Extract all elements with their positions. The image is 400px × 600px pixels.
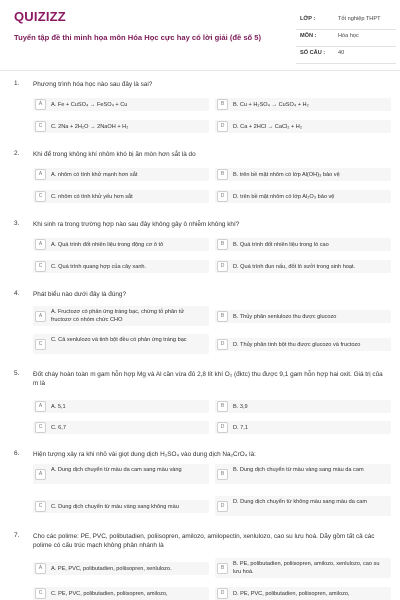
meta-table [296, 13, 396, 64]
option-letter: A [35, 563, 46, 574]
worksheet-title: Tuyển tập đề thi minh họa môn Hóa Học cực hay có lời giải (đề số 5) [14, 33, 262, 42]
meta-value: Tốt nghiệp THPT [338, 16, 381, 22]
meta-row-grade [296, 13, 396, 30]
option-d[interactable] [215, 190, 391, 203]
header-divider [0, 70, 400, 71]
option-a[interactable] [33, 168, 209, 181]
option-text: D. Quá trình đun nấu, đốt lò sưởi trong sinh hoạt. [233, 264, 356, 270]
option-letter: C [35, 261, 46, 272]
option-c[interactable] [33, 260, 209, 273]
worksheet-header [0, 0, 400, 70]
option-text: B. PE, polibutadien, poliisopren, amilozo, xenlulozo, cao su lưu hoá. [233, 561, 380, 575]
option-letter: A [35, 169, 46, 180]
option-letter: A [35, 401, 46, 412]
option-b[interactable] [215, 400, 391, 413]
option-a[interactable] [33, 464, 209, 484]
question-text: Đốt cháy hoàn toàn m gam hỗn hợp Mg và Al cần vừa đủ 2,8 lít khí O₂ (đktc) thu được 9,1 gam hỗn hợp hai oxit. Giá trị của m là [33, 371, 383, 387]
option-letter: B [217, 401, 228, 412]
option-text: C. 2Na + 2H₂O → 2NaOH + H₂ [51, 124, 129, 130]
option-text: C. Dung dịch chuyển từ màu vàng sang không màu [51, 504, 179, 510]
option-letter: C [35, 588, 46, 599]
option-text: A. Fe + CuSO₄ → FeSO₄ + Cu [51, 102, 128, 108]
option-c[interactable] [33, 334, 209, 354]
option-d[interactable] [215, 496, 391, 516]
option-text: D. Ca + 2HCl → CaCl₂ + H₂ [233, 124, 302, 130]
option-c[interactable] [33, 120, 209, 133]
meta-row-question-count [296, 47, 396, 64]
option-a[interactable] [33, 562, 209, 575]
option-a[interactable] [33, 238, 209, 251]
option-text: A. Dung dịch chuyển từ màu da cam sang màu vàng [51, 467, 182, 473]
question-number: 1. [14, 80, 20, 87]
question-text: Phát biểu nào dưới đây là đúng? [33, 291, 127, 298]
option-letter: D [217, 501, 228, 512]
option-b[interactable] [215, 310, 391, 323]
option-text: D. 7,1 [233, 425, 248, 431]
option-text: D. PE, PVC, polibutadien, poliisopren, amilozo, [233, 591, 350, 597]
meta-row-subject [296, 30, 396, 47]
question-number: 3. [14, 220, 20, 227]
option-c[interactable] [33, 587, 209, 600]
option-text: A. Quá trình đốt nhiên liệu trong động cơ ô tô [51, 242, 164, 248]
option-text: D. trên bề mặt nhôm có lớp Al₂O₃ bảo vệ [233, 194, 335, 200]
option-text: A. Fructozơ có phản ứng tráng bạc, chứng tỏ phân tử fructozơ có nhóm chức CHO [51, 309, 185, 323]
option-letter: D [217, 121, 228, 132]
option-letter: A [35, 311, 46, 322]
option-letter: C [35, 422, 46, 433]
option-letter: C [35, 339, 46, 350]
option-letter: B [217, 99, 228, 110]
question-text: Phương trình hóa học nào sau đây là sai? [33, 81, 153, 88]
question-number: 4. [14, 290, 20, 297]
meta-label: SỐ CÂU : [300, 50, 326, 56]
option-letter: D [217, 588, 228, 599]
option-letter: A [35, 469, 46, 480]
option-text: A. nhôm có tính khử mạnh hơn sắt [51, 172, 138, 178]
option-d[interactable] [215, 120, 391, 133]
question-number: 6. [14, 450, 20, 457]
option-d[interactable] [215, 421, 391, 434]
option-letter: B [217, 311, 228, 322]
option-text: C. PE, PVC, polibutadien, poliisopren, amilozo, [51, 591, 168, 597]
option-letter: D [217, 261, 228, 272]
option-letter: D [217, 339, 228, 350]
option-c[interactable] [33, 190, 209, 203]
question-text: Khi để trong không khí nhôm khó bị ăn mòn hơn sắt là do [33, 151, 196, 158]
question-number: 5. [14, 370, 20, 377]
option-text: B. Thủy phân xenlulozo thu được glucozo [233, 314, 337, 320]
option-b[interactable] [215, 98, 391, 111]
option-a[interactable] [33, 400, 209, 413]
option-text: B. Cu + H₂SO₄ → CuSO₄ + H₂ [233, 102, 309, 108]
option-b[interactable] [215, 168, 391, 181]
option-text: B. trên bề mặt nhôm có lớp Al(OH)₃ bảo vệ [233, 172, 340, 178]
option-letter: B [217, 169, 228, 180]
option-text: C. nhôm có tính khử yếu hơn sắt [51, 194, 133, 200]
meta-label: LỚP : [300, 16, 316, 22]
option-d[interactable] [215, 587, 391, 600]
option-text: C. Quá trình quang hợp của cây xanh. [51, 264, 147, 270]
option-text: B. Quá trình đốt nhiên liệu trong lò cao [233, 242, 329, 248]
option-text: C. Cả xenlulozo và tinh bột đều có phản ứng tráng bạc [51, 337, 187, 343]
option-a[interactable] [33, 98, 209, 111]
option-text: D. Dung dịch chuyển từ không màu sang màu da cam [233, 499, 368, 505]
option-text: B. 3,9 [233, 404, 248, 410]
option-b[interactable] [215, 238, 391, 251]
option-text: D. Thủy phân tinh bột thu được glucozo và fructozo [233, 342, 361, 348]
option-letter: D [217, 191, 228, 202]
quizizz-logo: QUIZIZZ [14, 9, 66, 24]
meta-label: MÔN : [300, 33, 317, 39]
option-b[interactable] [215, 464, 391, 484]
option-a[interactable] [33, 306, 209, 326]
option-c[interactable] [33, 421, 209, 434]
option-letter: C [35, 191, 46, 202]
question-text: Khi sinh ra trong trường hợp nào sau đây không gây ô nhiễm không khí? [33, 221, 240, 228]
option-letter: C [35, 121, 46, 132]
option-d[interactable] [215, 338, 391, 351]
option-text: B. Dung dịch chuyển từ màu vàng sang màu da cam [233, 467, 364, 473]
option-d[interactable] [215, 260, 391, 273]
option-letter: B [217, 469, 228, 480]
question-text: Cho các polime: PE, PVC, polibutadien, poliisopren, amilozo, amilopectin, xenlulozo, cao su lưu hoá. Dãy gồm tất cả các polime có cấu trúc mạch không phân nhánh là [33, 533, 375, 549]
question-number: 2. [14, 150, 20, 157]
question-number: 7. [14, 532, 20, 539]
option-letter: A [35, 99, 46, 110]
option-letter: B [217, 563, 228, 574]
option-letter: A [35, 239, 46, 250]
meta-value: 40 [338, 50, 345, 56]
option-text: C. 6,7 [51, 425, 66, 431]
option-letter: B [217, 239, 228, 250]
question-text: Hiện tượng xảy ra khi nhỏ vài giọt dung dịch H₂SO₄ vào dung dịch Na₂CrO₄ là: [33, 451, 256, 458]
option-letter: C [35, 501, 46, 512]
option-letter: D [217, 422, 228, 433]
option-c[interactable] [33, 500, 209, 513]
option-text: A. 5,1 [51, 404, 66, 410]
option-b[interactable] [215, 558, 391, 578]
option-text: A. PE, PVC, polibutadien, poliisopren, xenlulozo. [51, 566, 172, 572]
meta-value: Hóa học [338, 33, 359, 39]
